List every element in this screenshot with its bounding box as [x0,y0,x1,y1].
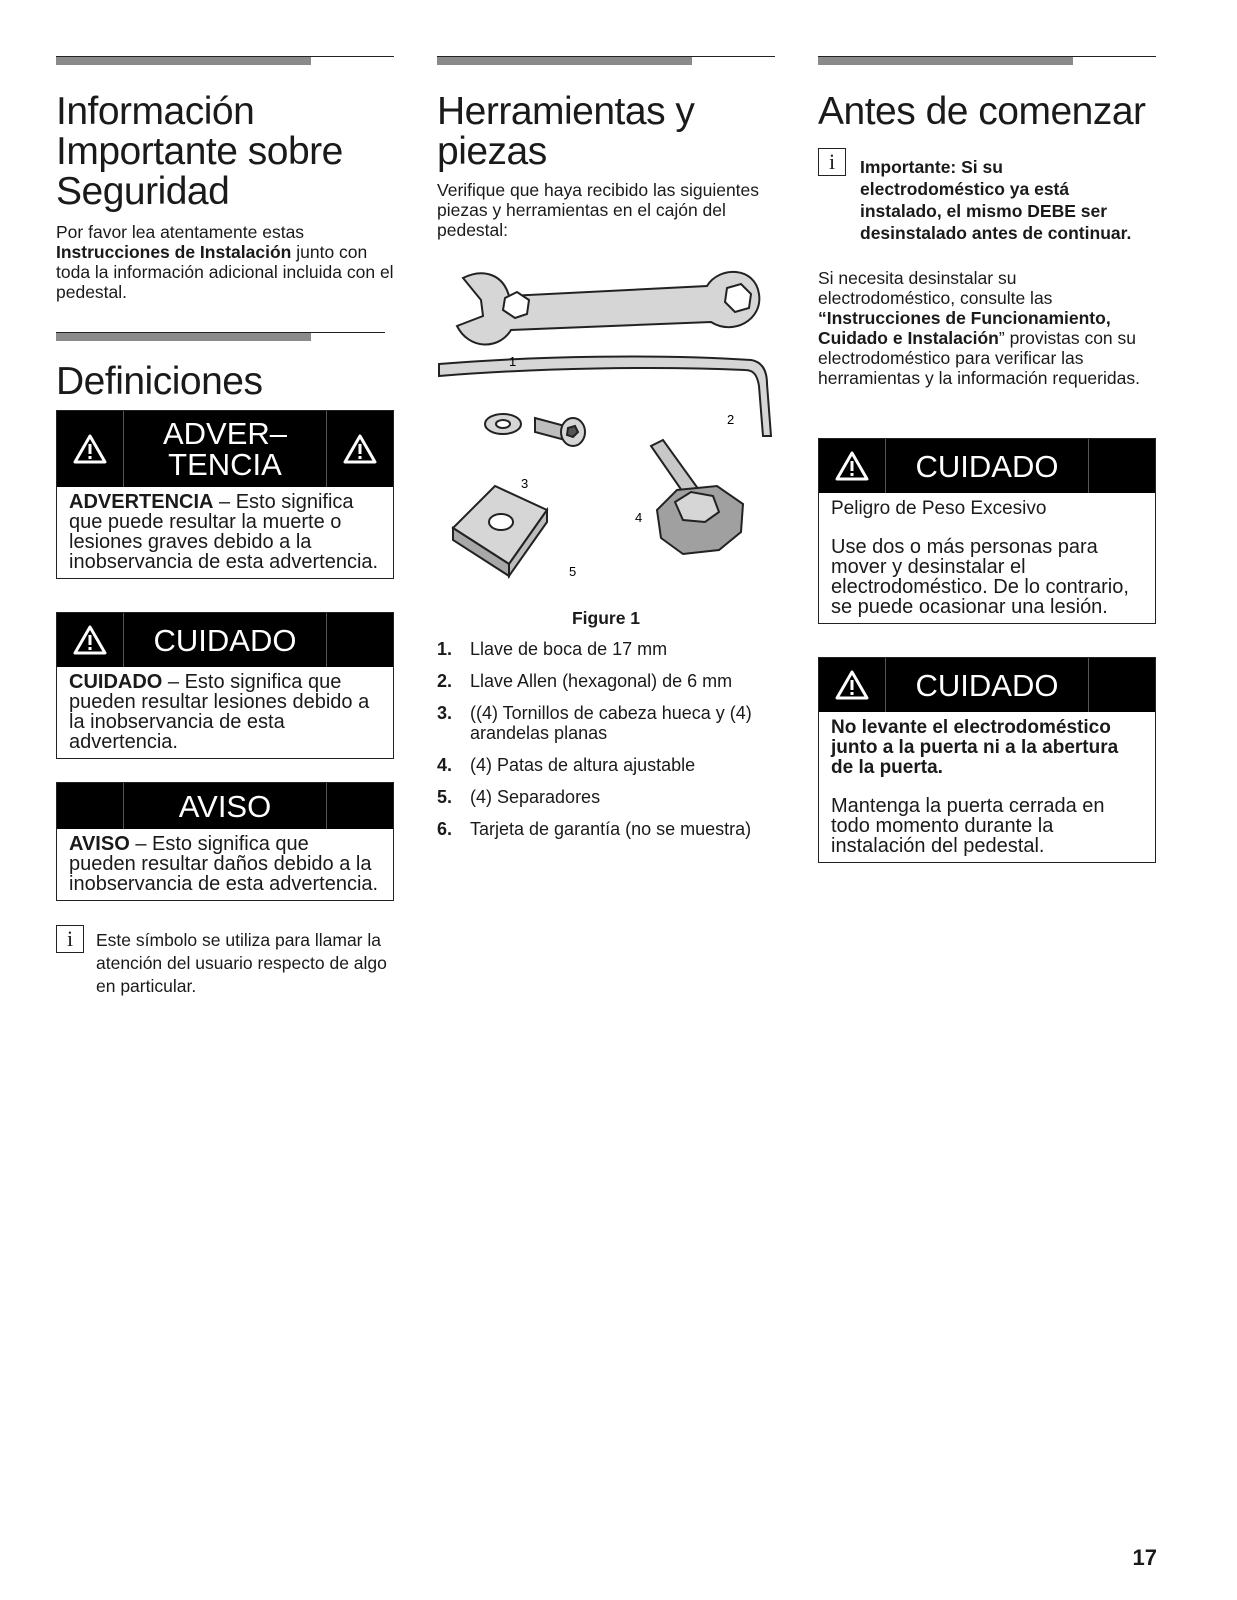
warning-banner-line1: ADVER– [162,416,288,451]
tools-title: Herramientas y piezas [437,90,695,173]
warning-triangle-icon [327,411,393,487]
warning-banner-line2: TENCIA [168,447,282,482]
important-note [818,148,1156,244]
leveling-foot-illustration [651,440,743,554]
caution-text: Use dos o más personas para mover y desinstalar el electrodoméstico. De lo contrario, se puede ocasionar una lesión. [831,536,1129,618]
figure-label-1: 1 [509,354,517,369]
caution-heading: Peligro de Peso Excesivo [831,498,1047,519]
list-item: 6. Tarjeta de garantía (no se muestra) [437,819,752,839]
figure-caption: Figure 1 [571,608,641,628]
info-symbol-text: Este símbolo se utiliza para llamar la atención del usuario respecto de algo en particular. [96,930,387,996]
safety-title: Información Importante sobre Seguridad [56,90,343,213]
definitions-title: Definiciones [56,360,263,403]
list-item: 3. ((4) Tornillos de cabeza hueca y (4) arandelas planas [437,703,752,743]
notice-box [56,782,394,901]
parts-list [437,639,775,839]
safety-intro: Por favor lea atentamente estas Instrucciones de Instalación junto con toda la información adicional incluida con el pedestal. [56,222,394,302]
caution-weight-box [818,438,1156,624]
before-start-title: Antes de comenzar [818,90,1146,133]
warning-banner [57,411,393,487]
parts-figure [437,260,775,590]
figure-label-4: 4 [635,510,643,525]
figure-label-2: 2 [727,412,735,427]
warning-triangle-icon [57,411,123,487]
column-safety [56,56,394,998]
column-before-start [818,56,1156,863]
warning-triangle-icon [819,439,885,493]
caution-banner-label: CUIDADO [885,658,1089,712]
warning-triangle-icon [819,658,885,712]
important-text: Importante: Si su electrodoméstico ya está instalado, el mismo DEBE ser desinstalado antes de continuar. [860,157,1132,243]
page-number: 17 [1132,1545,1157,1570]
warning-definition: ADVERTENCIA – Esto significa que puede resultar la muerte o lesiones graves debido a la inobservancia de esta advertencia. [69,491,379,573]
caution-banner [57,613,393,667]
figure-label-5: 5 [569,564,577,579]
caution-banner [819,658,1155,712]
section-rule [437,56,775,66]
notice-definition: AVISO – Esto significa que pueden resultar daños debido a la inobservancia de esta advertencia. [69,833,379,895]
tools-intro: Verifique que haya recibido las siguientes piezas y herramientas en el cajón del pedestal: [437,180,760,240]
info-symbol-note [56,925,394,998]
caution-door-box [818,657,1156,863]
caution-banner [819,439,1155,493]
list-item: 4. (4) Patas de altura ajustable [437,755,696,775]
spacer-illustration [453,486,547,576]
warning-box [56,410,394,579]
notice-banner [57,783,393,829]
list-item: 1. Llave de boca de 17 mm [437,639,668,659]
notice-banner-label: AVISO [123,783,327,829]
info-i-icon: i [56,925,84,953]
section-rule [818,56,1156,66]
wrench-illustration [457,272,759,345]
column-tools [437,56,775,851]
caution-definition: CUIDADO – Esto significa que pueden resultar lesiones debido a la inobservancia de esta advertencia. [69,671,370,753]
warning-triangle-icon [57,613,123,667]
list-item: 2. Llave Allen (hexagonal) de 6 mm [437,671,733,691]
list-item: 5. (4) Separadores [437,787,601,807]
section-rule [56,332,385,342]
figure-label-3: 3 [521,476,529,491]
bolt-washer-illustration [485,414,585,446]
caution-banner-label: CUIDADO [885,439,1089,493]
caution-heading: No levante el electrodoméstico junto a la puerta ni a la abertura de la puerta. [831,717,1119,778]
caution-text: Mantenga la puerta cerrada en todo momento durante la instalación del pedestal. [831,795,1105,857]
section-rule [56,56,394,66]
before-start-body: Si necesita desinstalar su electrodoméstico, consulte las “Instrucciones de Funcionamiento, Cuidado e Instalación” provistas con su electrodoméstico para verificar las herramientas y la información requeridas. [818,268,1140,388]
caution-box [56,612,394,759]
caution-banner-label: CUIDADO [123,613,327,667]
info-i-icon: i [818,148,846,176]
parts-illustration [437,260,775,590]
